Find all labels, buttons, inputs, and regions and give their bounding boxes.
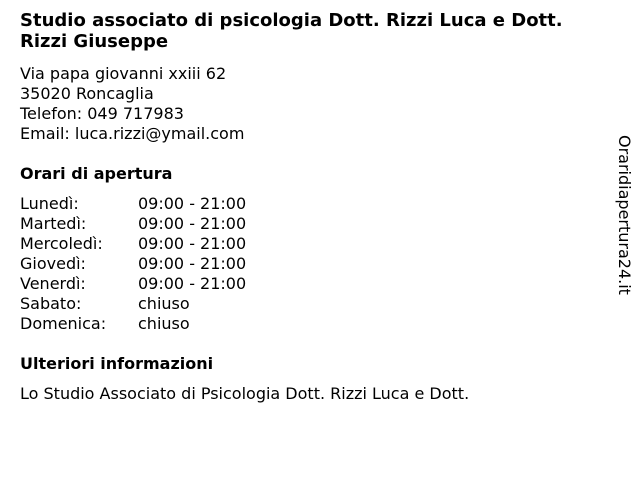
hours-row-monday (20, 194, 610, 214)
hours-row-friday (20, 274, 610, 294)
hours-row-wednesday (20, 234, 610, 254)
opening-hours-table (20, 194, 610, 334)
hours-day: Lunedì: (20, 194, 79, 213)
business-card (20, 10, 610, 404)
street-address: Via papa giovanni xxiii 62 (20, 64, 227, 83)
hours-row-tuesday (20, 214, 610, 234)
hours-time: 09:00 - 21:00 (138, 274, 247, 293)
hours-day: Martedì: (20, 214, 87, 233)
opening-hours-heading: Orari di apertura (20, 164, 173, 183)
hours-row-saturday (20, 294, 610, 314)
hours-day: Sabato: (20, 294, 82, 313)
additional-info-text: Lo Studio Associato di Psicologia Dott. Rizzi Luca e Dott. (20, 384, 470, 403)
additional-info-heading: Ulteriori informazioni (20, 354, 214, 373)
hours-time: 09:00 - 21:00 (138, 194, 247, 213)
hours-day: Giovedì: (20, 254, 86, 273)
hours-day: Domenica: (20, 314, 107, 333)
hours-time: 09:00 - 21:00 (138, 214, 247, 233)
address-block (20, 64, 610, 144)
business-name: Studio associato di psicologia Dott. Rizzi Luca e Dott. Rizzi Giuseppe (20, 10, 563, 52)
city-line: 35020 Roncaglia (20, 84, 154, 103)
hours-day: Mercoledì: (20, 234, 103, 253)
hours-time: chiuso (138, 314, 190, 333)
hours-row-sunday (20, 314, 610, 334)
email-line: Email: luca.rizzi@ymail.com (20, 124, 245, 143)
hours-row-thursday (20, 254, 610, 274)
site-watermark: Oraridiapertura24.it (615, 135, 634, 295)
hours-time: 09:00 - 21:00 (138, 234, 247, 253)
hours-time: chiuso (138, 294, 190, 313)
phone-line: Telefon: 049 717983 (20, 104, 184, 123)
hours-day: Venerdì: (20, 274, 86, 293)
hours-time: 09:00 - 21:00 (138, 254, 247, 273)
